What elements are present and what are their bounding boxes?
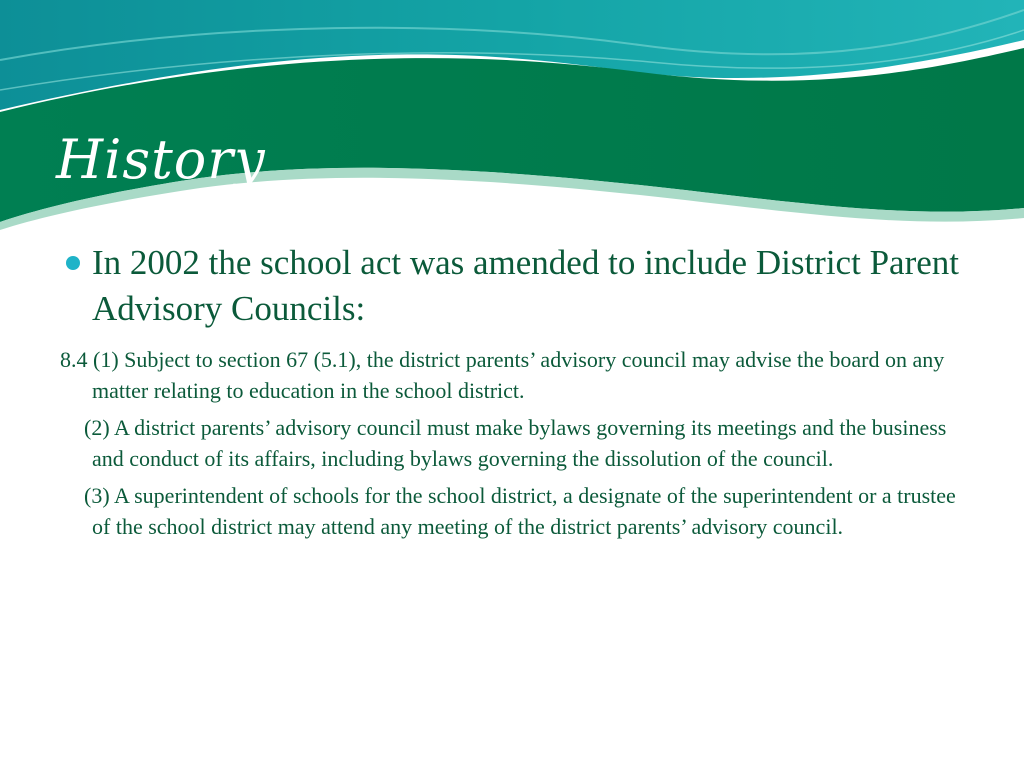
slide-body [60,240,960,548]
slide-title: History [56,128,266,191]
clause-2: (2) A district parents’ advisory council must make bylaws governing its meetings and the business and conduct of its affairs, including bylaws governing the dissolution of the council. [84,415,947,471]
bullet-item [60,240,960,332]
header-wave-background [0,0,1024,240]
bullet-dot-icon [66,256,80,270]
bullet-text: In 2002 the school act was amended to include District Parent Advisory Councils: [92,243,959,328]
clause-3: (3) A superintendent of schools for the school district, a designate of the superintendent or a trustee of the school district may attend any meeting of the district parents’ advisory council. [84,483,956,539]
clause-8-4-1: 8.4 (1) Subject to section 67 (5.1), the district parents’ advisory council may advise the board on any matter relating to education in the school district. [60,347,945,403]
